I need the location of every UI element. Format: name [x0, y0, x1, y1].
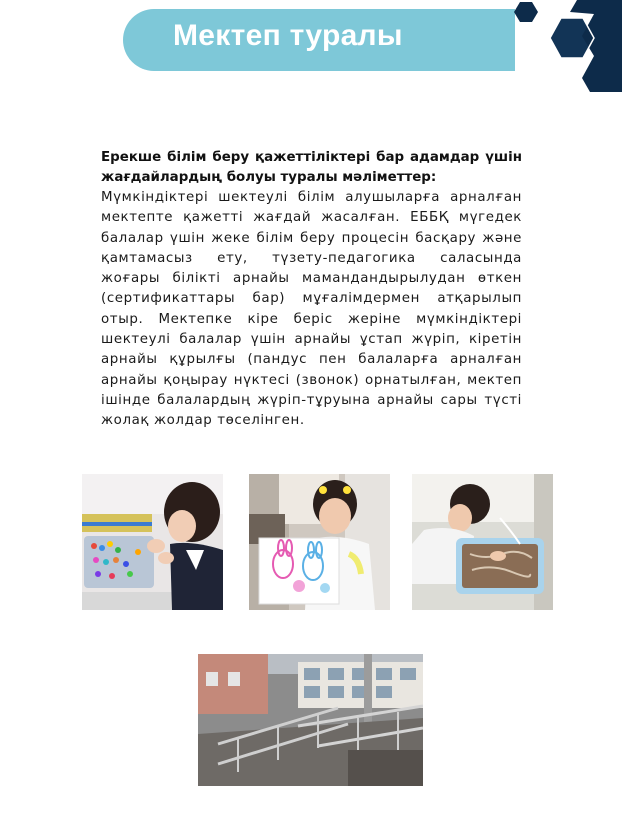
girl-with-sand-tray-photo [412, 474, 553, 610]
school-ramp-photo [198, 654, 423, 786]
article-body: Мүмкіндіктері шектеулі білім алушыларға арналған мектепте қажетті жағдай жасалған. ЕББҚ мүгедек балалар үшін жеке білім беру процесін басқару және қамтамасыз ету, түзету-педагогика саласында жоғары білікті арнайы мамандандырылудан өткен (сертификаттары бар) мұғалімдермен атқарылып отыр. Мектепке кіре беріс жеріне мүмкіндіктері шектеулі балалар үшін арнайы ұстап жүріп, кіретін арнайы құрылғы (пандус пен балаларға арналған арнайы қоңырау нүктесі (звонок) орнатылған, мектеп ішінде балалардың жүріп-тұруына арнайы сары түсті жолақ жолдар төселінген. [101, 190, 522, 429]
page-title: Мектеп туралы [173, 19, 403, 52]
girl-with-beads-photo [82, 474, 223, 610]
hexagon-decoration-icon [510, 0, 622, 100]
article [101, 148, 522, 432]
girl-with-drawing-photo [249, 474, 390, 610]
title-banner [123, 9, 515, 71]
article-heading: Ерекше білім беру қажеттіліктері бар адамдар үшін жағдайлардың болуы туралы мәліметтер: [101, 150, 522, 185]
